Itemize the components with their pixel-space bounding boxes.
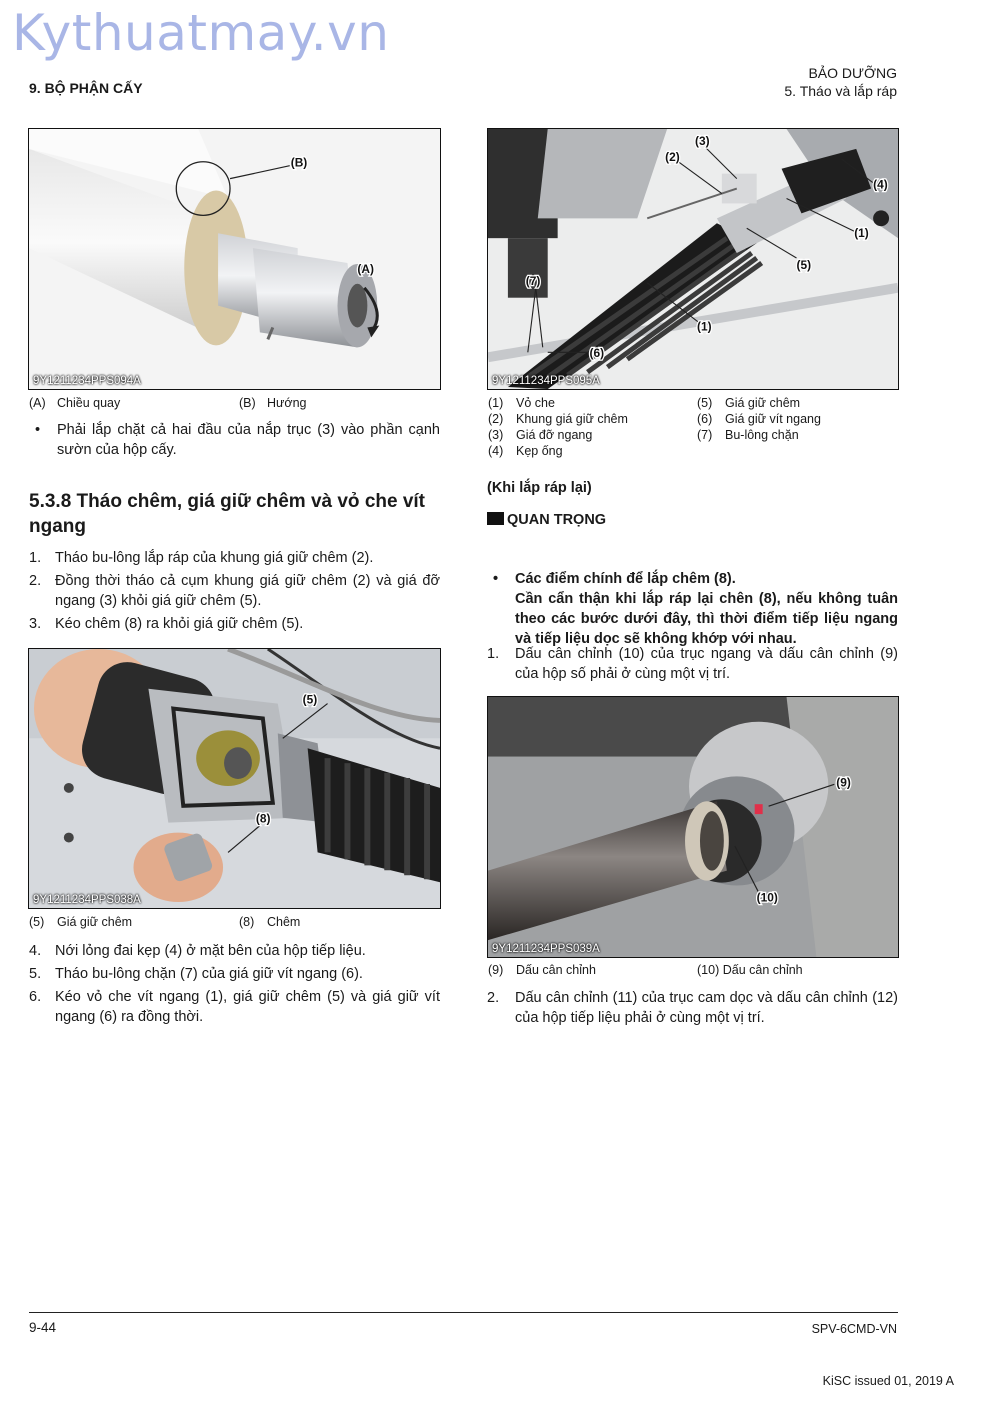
photo-screw-cover bbox=[487, 128, 899, 390]
label-5: (5) bbox=[796, 257, 812, 272]
photo2-captions-col1 bbox=[488, 395, 628, 459]
photo1-caption-b: (B) Hướng bbox=[239, 396, 307, 410]
steps-list-3 bbox=[487, 644, 898, 687]
photo-code: 9Y1211234PPS095A bbox=[492, 375, 600, 387]
doc-code: SPV-6CMD-VN bbox=[811, 1322, 897, 1336]
photo-alignment-marks bbox=[487, 696, 899, 958]
steps-list-1 bbox=[29, 548, 440, 637]
label-b: (B) bbox=[290, 155, 308, 170]
chapter-title: 9. BỘ PHẬN CẤY bbox=[29, 80, 143, 96]
note-bullet: • Phải lắp chặt cả hai đầu của nắp trục (3) vào phần cạnh sườn của hộp cấy. bbox=[35, 422, 440, 458]
list-item: (2) Khung giá giữ chêm bbox=[488, 412, 628, 426]
section-title: BẢO DƯỠNG bbox=[808, 65, 897, 81]
page-number: 9-44 bbox=[29, 1320, 57, 1335]
photo2-captions-col2 bbox=[697, 395, 821, 443]
list-item: 2. Dấu cân chỉnh (11) của trục cam dọc và dấu cân chỉnh (12) của hộp tiếp liệu phải ở cùng một vị trí. bbox=[487, 990, 898, 1026]
label-9: (9) bbox=[836, 775, 851, 790]
steps-list-4 bbox=[487, 988, 898, 1031]
photo3-caption-8: (8) Chêm bbox=[239, 915, 301, 929]
photo-code: 9Y1211234PPS094A bbox=[33, 375, 141, 387]
photo-shaft-rotation bbox=[28, 128, 441, 390]
list-item: (6) Giá giữ vít ngang bbox=[697, 412, 821, 426]
label-1-top: (1) bbox=[854, 226, 869, 241]
list-item: (1) Vỏ che bbox=[488, 396, 555, 410]
important-label: QUAN TRỌNG bbox=[487, 510, 606, 530]
list-item: 4. Nới lỏng đai kẹp (4) ở mặt bên của hộp tiếp liệu. bbox=[29, 943, 366, 959]
list-item: 1. Dấu cân chỉnh (10) của trục ngang và dấu cân chỉnh (9) của hộp số phải ở cùng một vị trí. bbox=[487, 646, 898, 682]
reassembly-heading: (Khi lắp ráp lại) bbox=[487, 480, 592, 496]
list-item: (3) Giá đỡ ngang bbox=[488, 428, 593, 442]
list-item: (5) Giá giữ chêm bbox=[697, 396, 801, 410]
watermark: Kythuatmay.vn bbox=[12, 4, 390, 62]
important-text: Cần cẩn thận khi lắp ráp lại chên (8), nếu không tuân theo các bước dưới đây, thì thời điểm tiếp liệu ngang và tiếp liệu dọc sẽ không khớp với nhau. bbox=[515, 591, 898, 647]
list-item: (7) Bu-lông chặn bbox=[697, 428, 799, 442]
list-item: 5. Tháo bu-lông chặn (7) của giá giữ vít ngang (6). bbox=[29, 966, 363, 982]
label-6: (6) bbox=[589, 346, 605, 361]
steps-list-2 bbox=[29, 941, 440, 1030]
label-4: (4) bbox=[873, 177, 888, 192]
photo4-caption-9: (9) Dấu cân chỉnh bbox=[488, 963, 596, 977]
photo1-caption-a: (A) Chiều quay bbox=[29, 396, 121, 410]
label-3: (3) bbox=[694, 133, 710, 148]
footer-divider bbox=[29, 1312, 898, 1313]
label-a: (A) bbox=[357, 261, 374, 276]
list-item: 6. Kéo vỏ che vít ngang (1), giá giữ chêm (5) và giá giữ vít ngang (6) ra đồng thời. bbox=[29, 989, 440, 1025]
photo-code: 9Y1211234PPS039A bbox=[492, 943, 600, 955]
label-2: (2) bbox=[665, 149, 680, 164]
important-title: Các điểm chính để lắp chêm (8). bbox=[515, 571, 736, 587]
label-5: (5) bbox=[302, 692, 318, 707]
important-note: • Các điểm chính để lắp chêm (8). Cần cẩn thận khi lắp ráp lại chên (8), nếu không tuân theo các bước dưới đây, thì thời điểm tiếp liệu ngang và tiếp liệu dọc sẽ không khớp với nhau. bbox=[493, 571, 898, 647]
issued-note: KiSC issued 01, 2019 A bbox=[822, 1374, 954, 1388]
important-icon bbox=[487, 512, 504, 525]
photo4-caption-10: (10) Dấu cân chỉnh bbox=[697, 963, 803, 977]
section-subtitle: 5. Tháo và lắp ráp bbox=[784, 83, 897, 99]
photo-code: 9Y1211234PPS038A bbox=[33, 894, 141, 906]
photo-shim-holder bbox=[28, 648, 441, 909]
label-10: (10) bbox=[756, 890, 778, 905]
label-7: (7) bbox=[525, 273, 541, 288]
section-heading: 5.3.8 Tháo chêm, giá giữ chêm và vỏ che vít ngang bbox=[29, 491, 426, 537]
photo3-caption-5: (5) Giá giữ chêm bbox=[29, 915, 133, 929]
section-header bbox=[784, 64, 897, 100]
label-1-bottom: (1) bbox=[696, 319, 712, 334]
label-8: (8) bbox=[255, 811, 271, 826]
list-item: 3. Kéo chêm (8) ra khỏi giá giữ chêm (5). bbox=[29, 616, 304, 632]
list-item: 2. Đồng thời tháo cả cụm khung giá giữ chêm (2) và giá đỡ ngang (3) khỏi giá giữ chêm (5). bbox=[29, 573, 440, 609]
list-item: (4) Kẹp ống bbox=[488, 444, 563, 458]
list-item: 1. Tháo bu-lông lắp ráp của khung giá giữ chêm (2). bbox=[29, 550, 374, 566]
